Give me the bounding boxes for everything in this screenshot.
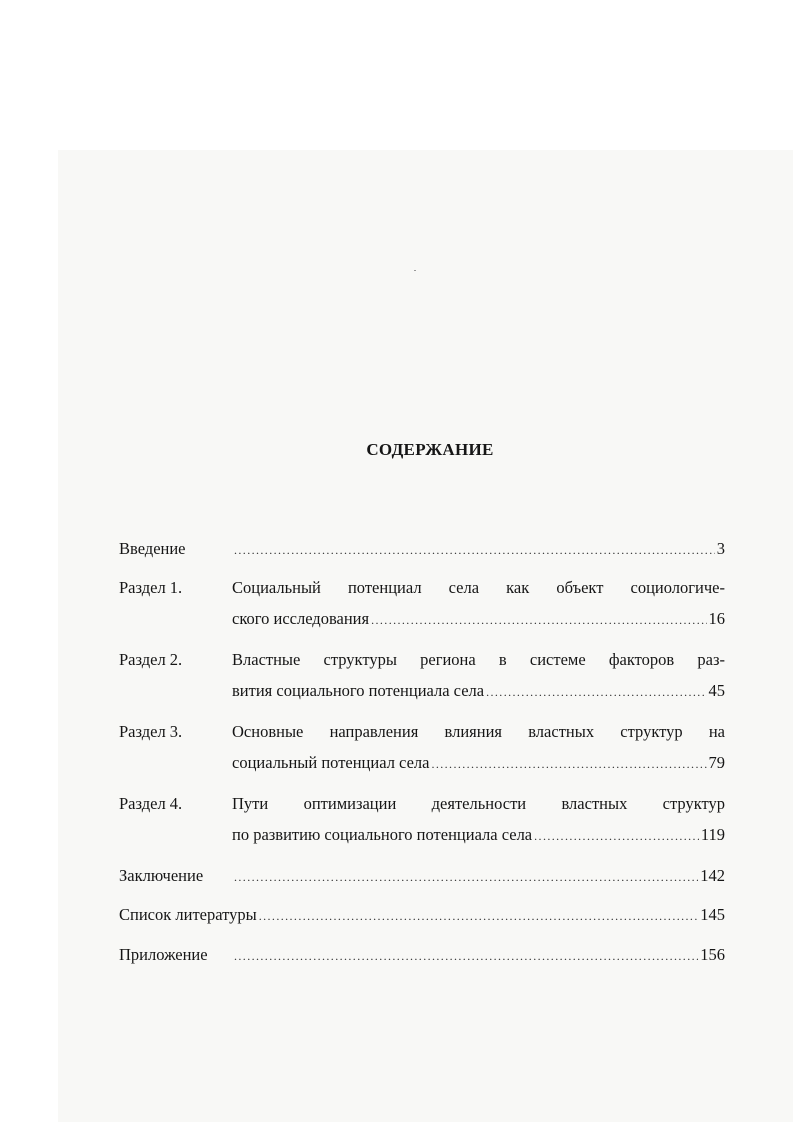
dot-leader — [259, 906, 699, 926]
toc-entry-leader — [232, 539, 725, 560]
dot-leader — [486, 682, 706, 702]
toc-entry-page: 145 — [700, 905, 725, 924]
toc-entry-page: 142 — [700, 866, 725, 885]
dot-leader — [431, 754, 706, 774]
toc-entry-leader — [232, 945, 725, 966]
toc-entry-leader — [232, 681, 725, 702]
toc-entry-label: Раздел 3. — [119, 722, 183, 741]
toc-entry-label: Раздел 2. — [119, 650, 183, 669]
dot-leader — [234, 946, 698, 966]
toc-entry-text-line2: ского исследования — [232, 609, 370, 628]
toc-entry-page: 156 — [700, 945, 725, 964]
toc-entry-label: Приложение — [119, 945, 208, 964]
dot-leader — [234, 867, 698, 887]
dot-leader — [371, 610, 706, 630]
toc-entry-page: 119 — [700, 825, 725, 844]
toc-entry-text-line1: Пути оптимизации деятельности властных структур — [232, 794, 725, 813]
dot-leader — [534, 826, 699, 846]
toc-entry-text-line2: социальный потенциал села — [232, 753, 430, 772]
toc-entry-text-line2: вития социального потенциала села — [232, 681, 485, 700]
page-title: СОДЕРЖАНИЕ — [366, 440, 494, 459]
toc-entry-label: Введение — [119, 539, 186, 558]
table-of-contents — [119, 0, 725, 1122]
toc-entry-leader — [232, 753, 725, 774]
toc-entry-label: Раздел 4. — [119, 794, 183, 813]
toc-entry-label: Заключение — [119, 866, 204, 885]
toc-entry-label: Список литературы — [119, 905, 257, 924]
toc-entry-text-line2: по развитию социального потенциала села — [232, 825, 533, 844]
toc-entry-page: 79 — [708, 753, 725, 772]
toc-entry-text-line1: Основные направления влияния властных структур на — [232, 722, 725, 741]
toc-entry-leader — [119, 905, 725, 926]
toc-entry-leader — [232, 609, 725, 630]
toc-entry-leader — [232, 866, 725, 887]
toc-entry-page: 3 — [716, 539, 725, 558]
toc-entry-page: 45 — [708, 681, 725, 700]
toc-entry-leader — [232, 825, 725, 846]
toc-entry-page: 16 — [708, 609, 725, 628]
dot-leader — [234, 540, 715, 560]
toc-entry-text-line1: Властные структуры региона в системе факторов раз- — [232, 650, 725, 669]
toc-entry-text-line1: Социальный потенциал села как объект социологиче- — [232, 578, 725, 597]
toc-entry-label: Раздел 1. — [119, 578, 183, 597]
